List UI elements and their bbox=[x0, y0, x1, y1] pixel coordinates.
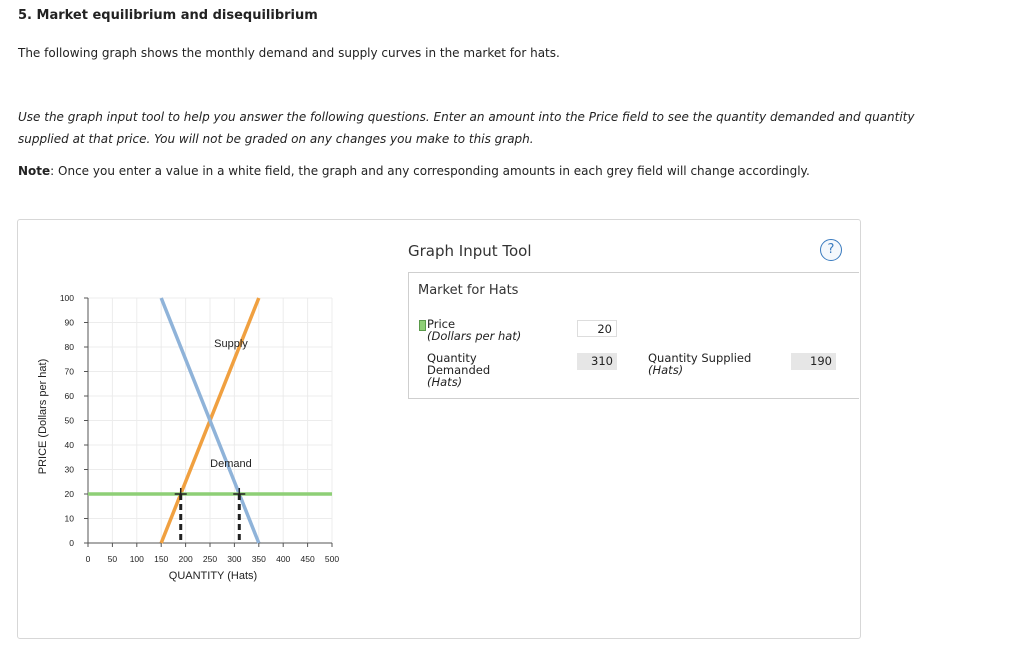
x-tick-label: 400 bbox=[276, 554, 291, 564]
y-axis-title: PRICE (Dollars per hat) bbox=[37, 358, 49, 475]
y-tick-label: 100 bbox=[59, 293, 74, 303]
supply-label: Supply bbox=[214, 338, 248, 350]
quantity-demanded-label-2: Demanded bbox=[427, 363, 491, 377]
note-label: Note bbox=[18, 164, 51, 178]
instructions-line-1: Use the graph input tool to help you answer the following questions. Enter an amount into the Price field to see the quantity demanded and quantity bbox=[18, 110, 915, 124]
y-tick-label: 50 bbox=[64, 415, 74, 426]
x-tick-label: 500 bbox=[324, 554, 340, 564]
y-tick-label: 40 bbox=[64, 440, 74, 450]
y-tick-label: 90 bbox=[64, 317, 74, 328]
market-title: Market for Hats bbox=[418, 283, 519, 298]
quantity-demanded-label-1: Quantity bbox=[427, 351, 477, 365]
price-unit-label: (Dollars per hat) bbox=[427, 329, 522, 343]
section-title: 5. Market equilibrium and disequilibrium bbox=[18, 8, 318, 23]
quantity-supplied-field: 190 bbox=[791, 353, 836, 370]
x-tick-label: 0 bbox=[85, 554, 91, 564]
instructions-line-2: supplied at that price. You will not be graded on any changes you make to this graph. bbox=[18, 132, 534, 146]
x-axis-title: QUANTITY (Hats) bbox=[168, 570, 258, 582]
quantity-demanded-field: 310 bbox=[577, 353, 617, 370]
x-tick-label: 350 bbox=[251, 554, 266, 564]
intro-text: The following graph shows the monthly demand and supply curves in the market for hats. bbox=[18, 46, 560, 60]
x-tick-label: 200 bbox=[178, 554, 193, 564]
y-tick-label: 70 bbox=[64, 366, 74, 377]
x-tick-label: 300 bbox=[227, 554, 242, 564]
demand-label: Demand bbox=[210, 458, 252, 471]
y-tick-label: 20 bbox=[64, 489, 74, 499]
x-tick-label: 50 bbox=[107, 554, 118, 564]
quantity-supplied-label: Quantity Supplied bbox=[648, 351, 752, 365]
y-tick-label: 30 bbox=[64, 464, 74, 475]
price-label: Price bbox=[427, 317, 456, 331]
quantity-demanded-unit: (Hats) bbox=[427, 375, 463, 389]
price-input[interactable]: 20 bbox=[577, 320, 617, 337]
x-tick-label: 450 bbox=[300, 554, 315, 564]
y-tick-label: 10 bbox=[64, 513, 74, 524]
x-tick-label: 100 bbox=[129, 554, 144, 564]
x-tick-label: 250 bbox=[202, 554, 218, 564]
y-tick-label: 0 bbox=[69, 538, 74, 548]
x-tick-label: 150 bbox=[154, 554, 169, 564]
quantity-supplied-unit: (Hats) bbox=[648, 363, 684, 377]
help-icon[interactable]: ? bbox=[820, 239, 842, 261]
note-body: : Once you enter a value in a white field, the graph and any corresponding amounts in each grey field will change accordingly. bbox=[50, 164, 810, 178]
graph-input-tool-title: Graph Input Tool bbox=[408, 242, 532, 260]
price-legend-swatch bbox=[419, 320, 426, 331]
y-tick-label: 60 bbox=[64, 391, 74, 401]
y-tick-label: 80 bbox=[64, 342, 74, 352]
